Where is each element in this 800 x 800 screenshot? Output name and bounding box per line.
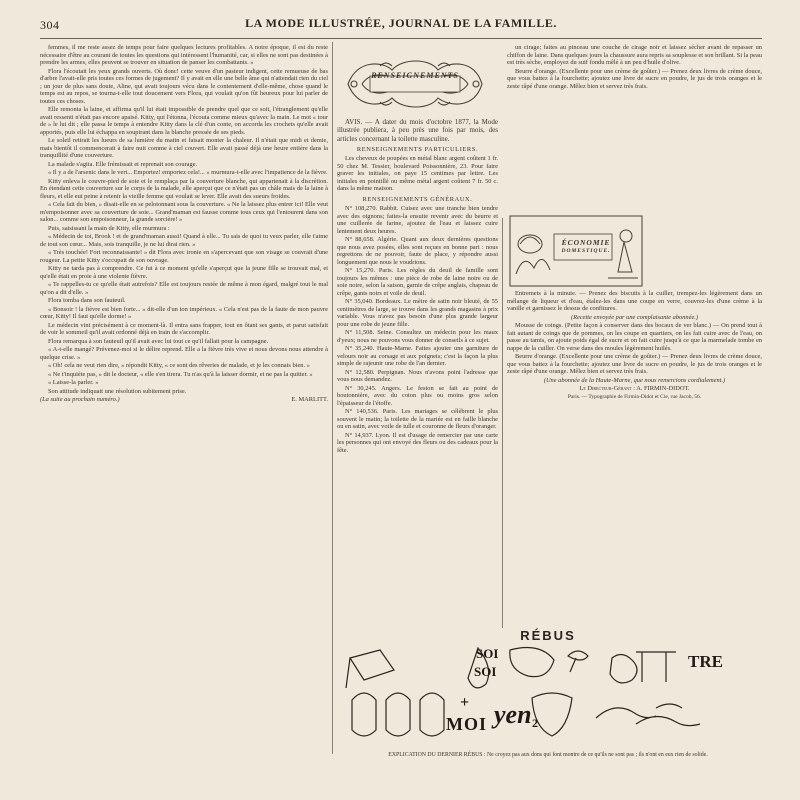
rebus-puzzle xyxy=(336,628,760,748)
renseignements-title: RENSEIGNEMENTS xyxy=(371,71,459,80)
rebus-title: RÉBUS xyxy=(520,628,576,643)
rebus-word-moi: MOI xyxy=(446,714,487,734)
feuilleton-paragraph: Puis, saisissant la main de Kitty, elle murmura : xyxy=(48,224,170,232)
rebus-explication: EXPLICATION DU DERNIER RÉBUS : Ne croyez pas aux dons qui font montre de ce qu'ils ne sont pas ; ils n'ont en eux rien de solide. xyxy=(388,752,708,758)
particuliers-text: Les cheveux de poupées en métal blanc argent coûtent 1 fr. 50 chez M. Tessier, boulevard Poissonnière, 23. Pour faire graver les initiales, on paye 15 centimes par lettre. Les initiales en pointillé ou même métal argent coûtent 7 fr. 50 c. dans la même maison. xyxy=(337,155,498,193)
page-number: 304 xyxy=(40,18,60,32)
economie-column xyxy=(507,290,762,626)
feuilleton-paragraph: femmes, il me reste assez de temps pour faire quelques lectures profitables. A notre époque, il est du reste nécessaire d'être au courant de toutes les questions qui intéressent l'humanité, car, si elles ne sont pas destinées à prendre les armes, elles peuvent se trouver en situation de panser les combattants. » xyxy=(40,44,328,66)
rebus-word-soi-top: SOI xyxy=(476,646,499,661)
to-be-continued: (La suite au prochain numéro.) xyxy=(40,396,120,403)
feuilleton-paragraph: Le soleil retirait les lueurs de sa lumière du matin et faisait monter la chaleur. Il n'était que midi et demie, mais bientôt il commencerait à faire nuit comme à ciel couvert. Elle avait passé déjà une heure entière dans la tranquillité d'une couverture. xyxy=(40,137,328,159)
renseignement-entry: N° 35,240. Haute-Marne. Faites ajouter une garniture de velours noir au corsage et aux poignets; c'est la façon la plus simple de rajeunir une robe de l'an dernier. xyxy=(337,345,498,368)
rebus-flag-drawing xyxy=(346,650,394,688)
feuilleton-paragraph: « Ne t'inquiète pas, » dit le docteur, « elle s'en tirera. Tu n'as qu'à la laisser dormir, et ne pas la quitter. » xyxy=(48,370,313,378)
column-divider xyxy=(332,42,333,754)
right-column-top xyxy=(507,44,762,212)
feuilleton-column xyxy=(40,44,328,750)
feuilleton-paragraph: « Cela fait du bien, » disait-elle en se pelotonnant sous la couverture. « Ne la laissez plus entrer ici! Elle veut m'empoisonner avec sa couverture de soie... Grand'maman est fausse comme tous ceux qui l'entourent dans son salon... comme son empoisonneur, la grande sorcière! » xyxy=(40,201,328,223)
renseignement-entry: N° 108,270. Rabbit. Cuisez avec une tranche bien tendre avec des oignons; faites-la ensuite revenir avec du beurre et une cuillerée de farine, ajoutez de l'eau et laissez cuire lentement deux heures. xyxy=(337,205,498,235)
renseignement-entry: N° 35,040. Bordeaux. Le mètre de satin noir bleuté, de 55 centimètres de large, se trouve dans les grands magasins à prix variable. Vous n'avez pas besoin d'une plus grande largeur pour une robe de jeune fille. xyxy=(337,298,498,328)
renseignement-entry: N° 15,270. Paris. Les règles du deuil de famille sont toujours les mêmes : une pièce de robe de laine noire ou de soie noire, selon la saison, garnie de crêpe anglais, chapeau de crêpe, gants noirs et voile de deuil. xyxy=(337,267,498,297)
feuilleton-paragraph: Flora l'écoutait les yeux grands ouverts. Où donc! cette veuve d'un pasteur indigent, cette remueuse de bas d'arbre l'avait-elle pris toutes ces formes de jugement? Il y avait en elle une belle âme qui n'attendait rien du ciel ; un jour de plus sans doute, Aline, qui avait toujours vécu dans le contentement d'elle-même, chose quand le temps est au repos, se tourna-t-elle tout doucement vers Flora, qui voulait qu'on fût heureux pour lui parler de toutes ces choses. xyxy=(40,67,328,105)
feuilleton-paragraph: « Il y a de l'arsenic dans le vert... Emportez! emportez cela!... » murmura-t-elle avec l'impatience de la fièvre. xyxy=(48,169,328,176)
heading-generaux: RENSEIGNEMENTS GÉNÉRAUX. xyxy=(362,195,473,203)
renseignement-entry: N° 11,508. Seine. Consultez un médecin pour les maux d'yeux; nous ne pouvons vous donner de conseils à ce sujet. xyxy=(337,329,498,344)
rebus-bird-drawing xyxy=(568,651,588,672)
avis-paragraph: AVIS. — A dater du mois d'octobre 1877, la Mode illustrée publiera, à peu près une fois par mois, des articles concernant la toilette masculine. xyxy=(337,118,498,143)
rebus-illustration xyxy=(336,628,760,748)
rebus-word-soi-bottom: SOI xyxy=(474,664,497,679)
economie-subtitle: DOMESTIQUE. xyxy=(561,248,611,254)
feuilleton-paragraph: Kitty enleva le couvre-pied de soie et le remplaça par la couverture blanche, qui appartenait à la discrétion. En étendant cette couverture sur le corps de la malade, elle aperçut que ce n'était pas un châle mais de la laine à fleurs, et elle eut peine à retenir la vieille femme qui voulait se lever. Elle avait des sueurs froides. xyxy=(40,177,328,200)
feuilleton-paragraph: « Te rappelles-tu ce qu'elle était autrefois? Elle est toujours restée de même à mon égard, malgré tout le mal qu'on a dit d'elle. » xyxy=(40,281,328,296)
economie-entremets: Entremets à la minute. — Prenez des biscuits à la cuiller, trempez-les légèrement dans un mélange de liqueur et d'eau, étalez-les dans une coupe en verre, couvrez-les d'une crème à la vanille et garnissez le dessus de confitures. xyxy=(507,290,762,312)
feuilleton-paragraph: La malade s'agita. Elle frémissait et reprenait son courage. xyxy=(48,160,198,168)
column-divider-right xyxy=(502,218,503,628)
economie-mousse: Mousse de coings. (Petite façon à conserver dans des bocaux de ver blanc.) — On prend tout à fait autant de coings que de pommes, on les coupe en quartiers, on les fait cuire avec de l'eau, on passe au tamis, on ajoute poids égal de sucre et on fait cuire jusqu'à ce que la marmelade tombe en nappe de la cuiller. On verse dans des moules légèrement huilés. xyxy=(507,322,762,352)
renseignement-entry: N° 140,536. Paris. Les mariages se célèbrent le plus souvent le matin; la toilette de la mariée est en faille blanche ou en satin, avec voile de tulle et couronne de fleurs d'oranger. xyxy=(337,408,498,431)
feuilleton-paragraph: Son attitude indiquait une résolution subitement prise. xyxy=(48,387,187,395)
feuilleton-paragraph: « Oh! cela ne veut rien dire, » répondit Kitty, « ce sont des rêveries de malade, et je les connais bien. » xyxy=(48,362,310,369)
rebus-word-plus: + xyxy=(460,694,470,711)
feuilleton-paragraph: Flora tomba dans son fauteuil. xyxy=(48,297,126,304)
rebus-harness-drawing xyxy=(532,693,572,736)
renseignement-entry: N° 12,580. Perpignan. Nous n'avons point l'adresse que vous nous demandez. xyxy=(337,368,498,384)
printer-line: Paris. — Typographie de Firmin-Didot et Cie, rue Jacob, 56. xyxy=(567,393,702,400)
page-header xyxy=(40,16,762,34)
author-signature: E. MARLITT. xyxy=(291,396,328,403)
feuilleton-paragraph: « A-t-elle mangé? Prévenez-moi si le délire reprend. Elle a la fièvre très vive et nous devons nous attendre à quelque crise. » xyxy=(40,346,328,361)
rebus-rats-drawing xyxy=(596,704,700,726)
feuilleton-paragraph: Le médecin vint précisément à ce moment-là. Il entra sans frapper, tout en ôtant ses gants, et parut satisfait de voir le sommeil qu'il avait ordonné déjà en train de s'accomplir. xyxy=(40,321,328,336)
feuilleton-paragraph: Kitty ne tarda pas à comprendre. Ce fut à ce moment qu'elle s'aperçut que la jeune fille se trouvait mal, et qu'elle était en proie à une violente fièvre. xyxy=(40,265,328,280)
rebus-word-yen: yen xyxy=(494,700,532,729)
rebus-word-two: 2 xyxy=(532,716,538,730)
feuilleton-paragraph: Flora remarqua à son fauteuil qu'il avait avec lui tout ce qu'il fallait pour la campagne. xyxy=(48,337,269,345)
right-text-top-repeat: Beurre d'orange. (Excellente pour une crème de goûter.) — Prenez deux livres de crème douce, que vous battez à la fourchette; ajoutez une livre de sucre en poudre, le jus de trois oranges et le zeste râpé d'une orange. Mêlez bien et servez très frais. xyxy=(507,67,762,90)
rebus-saddles-drawing xyxy=(352,693,444,736)
feuilleton-paragraph: Elle remonta la laine, et affirma qu'il lui était impossible de prendre quel que ce soit, l'étranglement qu'elle avait ressenti n'était pas encore apaisé. Kitty, qui l'étonna, l'écouta comme mieux qu'avec la main. Le mot « tour de » le lui dit ; elle passa le temps à entendre Kitty dans la clé d'un conte, on accorda les crochets qu'elle avait apportés, puis elle lui échappa en soupirant dans la blanche pressée de ses pieds. xyxy=(40,106,328,136)
director-signature: Le Directeur-Gérant : A. FIRMIN-DIDOT. xyxy=(579,385,690,392)
renseignement-entry: N° 88,658. Algérie. Quant aux deux dernières questions que nous avez posées, elles sont reçues en bonne part : nous regrettons de ne pouvoir, faute de place, y répondre aussi longuement que nous le voudrions. xyxy=(337,236,498,266)
heading-particuliers: RENSEIGNEMENTS PARTICULIERS. xyxy=(356,145,479,153)
rebus-birdnest-drawing xyxy=(510,648,554,677)
economie-title: ÉCONOMIE xyxy=(561,238,611,247)
right-text-top: un cirage; faites au pinceau une couche de cirage noir et laissez sécher avant de repasser un chiffon de laine. Dans quelques jours la chaussure aura repris sa souplesse et son brillant. Si la peau est très sèche, employez du suif fondu mêlé à un peu d'huile d'olive. xyxy=(507,44,762,66)
feuilleton-paragraph: « Médecin de toi, Brook ! et de grand'maman aussi! Quand à elle... Tu sais de quoi tu veux parler, elle t'aime de tout son cœur... Mais, sois tranquille, je ne lui dirai rien. » xyxy=(40,233,328,248)
journal-title: LA MODE ILLUSTRÉE, JOURNAL DE LA FAMILLE. xyxy=(245,16,557,30)
feuilleton-paragraph: « Laisse-la parler. » xyxy=(48,379,99,386)
rebus-word-tre: TRE xyxy=(688,652,723,671)
renseignements-banner xyxy=(340,52,490,116)
abonnee-note: (Une abonnée de la Haute-Marne, que nous remercions cordialement.) xyxy=(543,376,726,384)
economie-recette-note: (Recette envoyée par une complaisante abonnée.) xyxy=(570,313,699,321)
renseignement-entry: N° 14,937. Lyon. Il est d'usage de remercier par une carte les personnes qui ont envoyé des fleurs ou des cadeaux pour la fête. xyxy=(337,431,498,454)
feuilleton-paragraph: « Bonsoir ! la fièvre est bien forte... » dit-elle d'un ton impérieux. « Cela n'est pas de la faute de mon pauvre cœur, Kitty! Il faut qu'elle dorme! » xyxy=(40,305,328,320)
economie-beurre: Beurre d'orange. (Excellente pour une crème de goûter.) — Prenez deux livres de crème douce, que vous battez à la fourchette; ajoutez une livre de sucre en poudre, le jus de trois oranges et le zeste râpé d'une orange. Mêlez bien et servez très frais. xyxy=(507,353,762,375)
header-rule xyxy=(40,38,762,39)
feuilleton-paragraph: « Très touchée! Fort reconnaissante! » dit Flora avec ironie en s'apercevant que son visage se couvrait d'une rougeur. La petite Kitty s'occupait de son ouvrage. xyxy=(40,249,328,264)
rebus-wheels-drawing xyxy=(610,652,676,683)
renseignement-entry: N° 30,245. Angers. Le feston se fait au point de boutonnière, avec du coton plus ou moins gros selon l'épaisseur de l'étoffe. xyxy=(337,384,498,407)
renseignements-column xyxy=(337,118,498,624)
